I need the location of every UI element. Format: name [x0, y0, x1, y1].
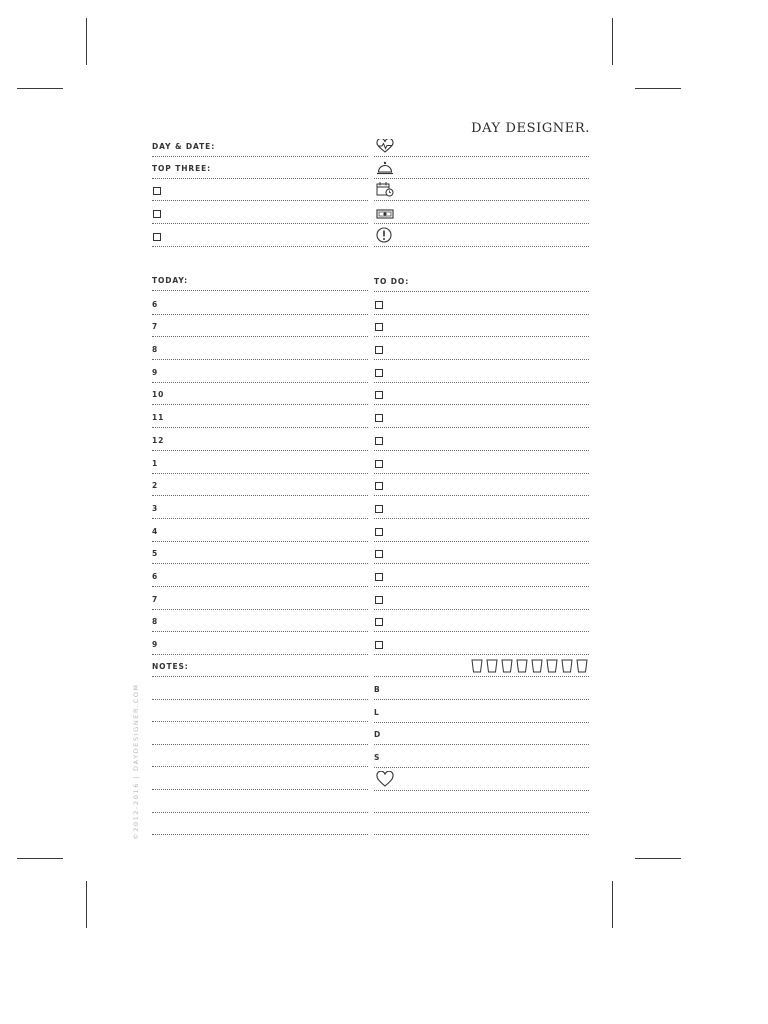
hour-label: 12 — [152, 435, 165, 445]
todo-item[interactable] — [374, 563, 589, 587]
service-bell-icon — [376, 161, 394, 175]
todo-item[interactable] — [374, 359, 589, 383]
notes-line[interactable] — [152, 721, 368, 745]
blank-row[interactable] — [374, 790, 589, 813]
hour-label: 8 — [152, 617, 159, 627]
checkbox[interactable] — [375, 573, 383, 581]
checkbox[interactable] — [375, 301, 383, 309]
checkbox[interactable] — [375, 369, 383, 377]
todo-item[interactable] — [374, 609, 589, 633]
top-three-item[interactable] — [152, 200, 368, 224]
top-three-item[interactable] — [152, 223, 368, 247]
todo-header-row — [374, 268, 589, 292]
hour-label: 9 — [152, 367, 159, 377]
todo-item[interactable] — [374, 336, 589, 360]
water-cup-icon[interactable] — [471, 659, 483, 673]
right-column — [374, 0, 589, 1024]
checkbox[interactable] — [375, 323, 383, 331]
hour-label: 6 — [152, 572, 159, 582]
water-cups — [471, 659, 588, 673]
notes-line[interactable] — [152, 766, 368, 790]
checkbox[interactable] — [375, 414, 383, 422]
water-cup-icon[interactable] — [516, 659, 528, 673]
important-row[interactable] — [374, 223, 589, 247]
hour-label: 7 — [152, 594, 159, 604]
water-cup-icon[interactable] — [576, 659, 588, 673]
hour-label: 9 — [152, 640, 159, 650]
hour-row[interactable] — [152, 314, 368, 338]
meal-label: S — [374, 753, 381, 762]
money-icon — [376, 208, 394, 220]
crop-mark — [17, 88, 63, 89]
left-column — [152, 0, 368, 1024]
heartbeat-icon — [376, 139, 394, 153]
hour-row[interactable] — [152, 359, 368, 383]
top-three-row[interactable] — [152, 156, 368, 179]
water-cup-icon[interactable] — [486, 659, 498, 673]
hour-row[interactable] — [152, 427, 368, 451]
top-three-label: TOP THREE: — [152, 164, 212, 173]
today-label: TODAY: — [152, 276, 188, 285]
notes-line[interactable] — [152, 699, 368, 723]
hour-label: 8 — [152, 345, 159, 355]
water-row — [374, 654, 589, 677]
hour-label: 10 — [152, 390, 165, 400]
checkbox[interactable] — [375, 346, 383, 354]
hour-row[interactable] — [152, 405, 368, 429]
todo-item[interactable] — [374, 405, 589, 429]
hour-row[interactable] — [152, 609, 368, 633]
hour-row[interactable] — [152, 291, 368, 315]
hour-row[interactable] — [152, 518, 368, 542]
exclamation-icon — [376, 227, 394, 243]
todo-item[interactable] — [374, 314, 589, 338]
todo-label: TO DO: — [374, 277, 410, 286]
todo-item[interactable] — [374, 632, 589, 656]
water-cup-icon[interactable] — [501, 659, 513, 673]
checkbox[interactable] — [375, 437, 383, 445]
hour-label: 11 — [152, 413, 165, 423]
calendar-clock-icon — [376, 181, 394, 197]
hour-label: 2 — [152, 481, 159, 491]
today-header-row — [152, 268, 368, 291]
checkbox[interactable] — [375, 618, 383, 626]
meal-row[interactable] — [374, 722, 589, 746]
checkbox[interactable] — [375, 596, 383, 604]
hour-row[interactable] — [152, 473, 368, 497]
crop-mark — [86, 18, 87, 65]
meal-row[interactable] — [374, 699, 589, 723]
crop-mark — [635, 858, 681, 859]
water-cup-icon[interactable] — [546, 659, 558, 673]
notes-label: NOTES: — [152, 662, 189, 671]
hour-row[interactable] — [152, 336, 368, 360]
hour-row[interactable] — [152, 495, 368, 519]
todo-item[interactable] — [374, 382, 589, 406]
meal-label: L — [374, 707, 380, 717]
hour-label: 3 — [152, 503, 159, 513]
brand-logo: DAY DESIGNER. — [471, 121, 590, 136]
todo-item[interactable] — [374, 541, 589, 565]
hour-label: 7 — [152, 322, 159, 332]
hour-row[interactable] — [152, 450, 368, 474]
notes-line[interactable] — [152, 789, 368, 813]
notes-line[interactable] — [152, 744, 368, 768]
notes-line[interactable] — [152, 812, 368, 836]
meal-row[interactable] — [374, 744, 589, 768]
hour-row[interactable] — [152, 632, 368, 656]
checkbox[interactable] — [153, 233, 161, 241]
checkbox[interactable] — [153, 187, 161, 195]
top-three-item[interactable] — [152, 178, 368, 201]
hour-label: 4 — [152, 526, 159, 536]
todo-item[interactable] — [374, 495, 589, 519]
health-row[interactable] — [374, 134, 589, 157]
money-row[interactable] — [374, 200, 589, 224]
hour-label: 5 — [152, 549, 159, 559]
crop-mark — [86, 881, 87, 928]
notes-line[interactable] — [152, 676, 368, 700]
todo-item[interactable] — [374, 291, 589, 315]
checkbox[interactable] — [153, 210, 161, 218]
todo-item[interactable] — [374, 450, 589, 474]
checkbox[interactable] — [375, 641, 383, 649]
checkbox[interactable] — [375, 505, 383, 513]
hour-row[interactable] — [152, 563, 368, 587]
water-cup-icon[interactable] — [561, 659, 573, 673]
checkbox[interactable] — [375, 528, 383, 536]
blank-row[interactable] — [374, 812, 589, 835]
todo-item[interactable] — [374, 518, 589, 542]
hour-label: 1 — [152, 458, 159, 468]
meal-row[interactable] — [374, 676, 589, 700]
crop-mark — [612, 881, 613, 928]
hour-label: 6 — [152, 299, 159, 309]
heart-icon — [376, 771, 394, 787]
day-date-row[interactable] — [152, 134, 368, 157]
copyright-side-text: ©2012-2016 | DAYDESIGNER.COM — [132, 683, 140, 840]
crop-mark — [635, 88, 681, 89]
todo-item[interactable] — [374, 473, 589, 497]
schedule-row[interactable] — [374, 178, 589, 201]
todo-item[interactable] — [374, 427, 589, 451]
hour-row[interactable] — [152, 541, 368, 565]
checkbox[interactable] — [375, 550, 383, 558]
meal-label: D — [374, 730, 382, 740]
meal-label: B — [374, 684, 381, 694]
water-cup-icon[interactable] — [531, 659, 543, 673]
checkbox[interactable] — [375, 391, 383, 399]
hour-row[interactable] — [152, 382, 368, 406]
crop-mark — [17, 858, 63, 859]
gratitude-row[interactable] — [374, 767, 589, 791]
crop-mark — [612, 18, 613, 65]
notes-header-row — [152, 654, 368, 677]
checkbox[interactable] — [375, 482, 383, 490]
todo-item[interactable] — [374, 586, 589, 610]
service-row[interactable] — [374, 156, 589, 179]
day-date-label: DAY & DATE: — [152, 142, 216, 151]
checkbox[interactable] — [375, 460, 383, 468]
hour-row[interactable] — [152, 586, 368, 610]
